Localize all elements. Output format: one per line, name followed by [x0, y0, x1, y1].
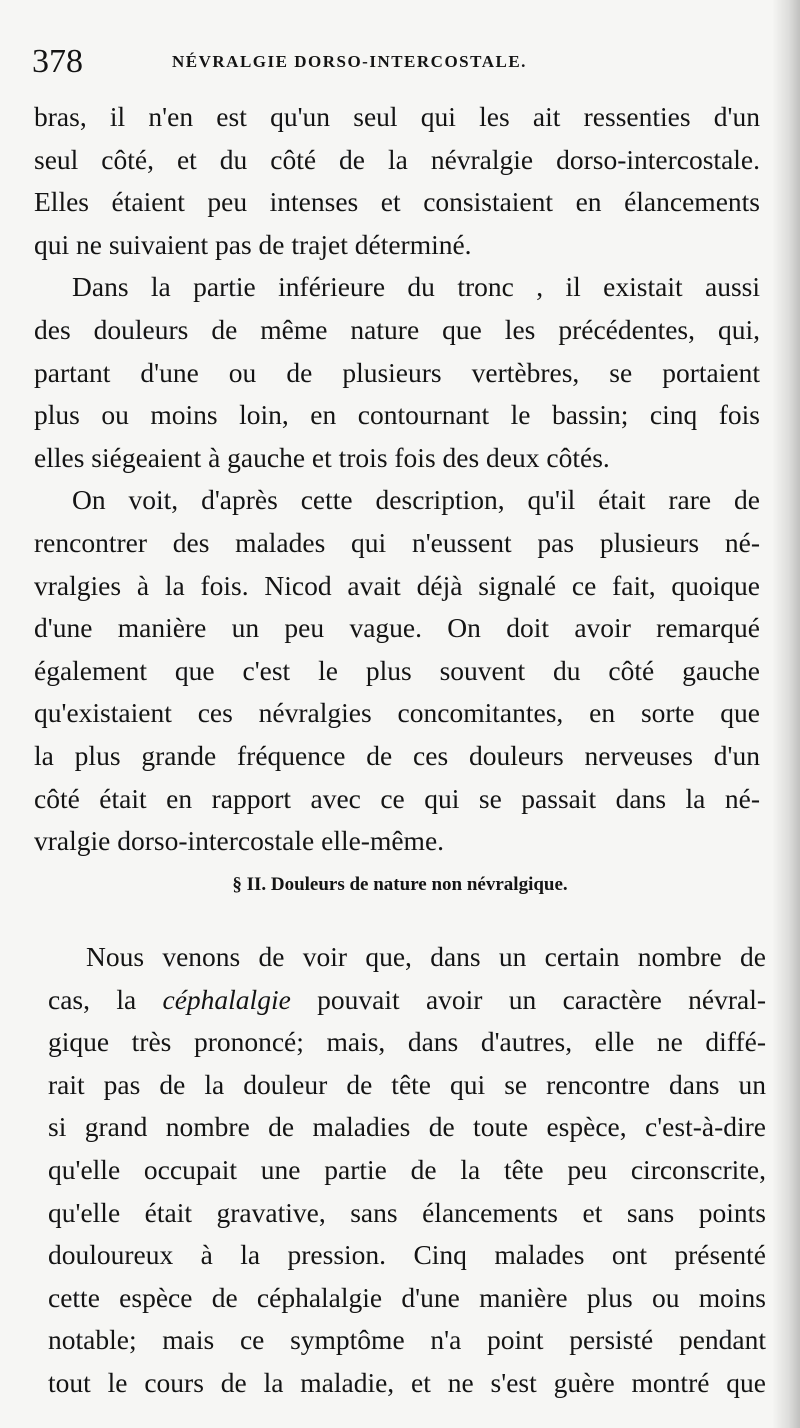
text-line: la plus grande fréquence de ces douleurs nerveuses d'un	[34, 739, 760, 771]
text-line: tout le cours de la maladie, et ne s'est guère montré que	[48, 1366, 766, 1398]
page-header	[32, 42, 752, 82]
text-line: cette espèce de céphalalgie d'une manière plus ou moins	[48, 1281, 766, 1313]
text-line: rencontrer des malades qui n'eussent pas plusieurs né-	[34, 526, 760, 558]
text-line: des douleurs de même nature que les précédentes, qui,	[34, 313, 760, 345]
paragraph-1	[34, 96, 760, 266]
text-fragment: pouvait avoir un caractère névral-	[290, 983, 766, 1015]
text-line: partant d'une ou de plusieurs vertèbres, se portaient	[34, 356, 760, 388]
text-line: Nous venons de voir que, dans un certain nombre de	[86, 941, 766, 972]
text-line	[48, 979, 766, 1022]
text-line: si grand nombre de maladies de toute espèce, c'est-à-dire	[48, 1111, 766, 1143]
text-line: seul côté, et du côté de la névralgie dorso-intercostale.	[34, 143, 760, 175]
text-line: qui ne suivaient pas de trajet déterminé.	[34, 228, 472, 260]
text-line: bras, il n'en est qu'un seul qui les ait ressenties d'un	[34, 101, 760, 132]
section-text	[48, 936, 766, 1405]
text-line: Elles étaient peu intenses et consistaient en élancements	[34, 186, 760, 218]
text-line: qu'elle était gravative, sans élancements et sans points	[48, 1196, 766, 1228]
italic-term: céphalalgie	[162, 983, 291, 1015]
text-line: notable; mais ce symptôme n'a point persisté pendant	[48, 1324, 766, 1356]
text-line: On voit, d'après cette description, qu'il était rare de	[72, 484, 760, 516]
text-line: qu'existaient ces névralgies concomitantes, en sorte que	[34, 697, 760, 729]
text-fragment: cas, la	[48, 983, 163, 1015]
page-edge-shadow	[772, 0, 800, 1428]
text-line: douloureux à la pression. Cinq malades ont présenté	[48, 1239, 766, 1271]
text-line: rait pas de la douleur de tête qui se rencontre dans un	[48, 1068, 766, 1100]
text-line: d'une manière un peu vague. On doit avoir remarqué	[34, 612, 760, 644]
text-line: Dans la partie inférieure du tronc , il existait aussi	[72, 271, 760, 303]
paragraph-3	[34, 479, 760, 862]
page-number: 378	[32, 43, 83, 80]
text-line: également que c'est le plus souvent du côté gauche	[34, 654, 760, 686]
section-heading: § II. Douleurs de nature non névralgique.	[232, 874, 568, 895]
text-line: côté était en rapport avec ce qui se passait dans la né-	[34, 782, 760, 814]
text-line: plus ou moins loin, en contournant le bassin; cinq fois	[34, 399, 760, 431]
main-text	[34, 96, 760, 863]
text-line: vralgie dorso-intercostale elle-même.	[34, 825, 445, 857]
running-head: NÉVRALGIE DORSO-INTERCOSTALE.	[172, 52, 527, 71]
text-line: gique très prononcé; mais, dans d'autres, elle ne diffé-	[48, 1026, 766, 1058]
text-line: vralgies à la fois. Nicod avait déjà signalé ce fait, quoique	[34, 569, 760, 601]
paragraph-2	[34, 266, 760, 479]
text-line: elles siégeaient à gauche et trois fois des deux côtés.	[34, 441, 610, 473]
text-line: qu'elle occupait une partie de la tête peu circonscrite,	[48, 1153, 766, 1185]
